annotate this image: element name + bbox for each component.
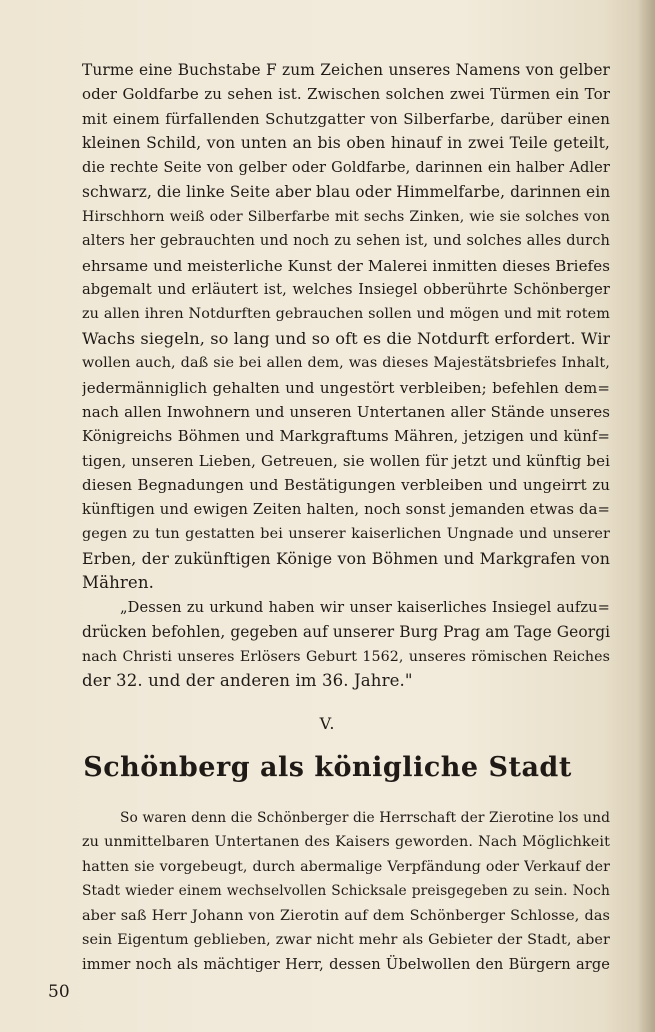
text-line: nach allen Inwohnern und unseren Untertanen aller Stände unseres — [82, 403, 610, 422]
text-line: wollen auch, daß sie bei allen dem, was dieses Majestätsbriefes Inhalt, — [82, 355, 610, 372]
text-line: oder Goldfarbe zu sehen ist. Zwischen solchen zwei Türmen ein Tor — [82, 85, 610, 104]
body-text-lower — [82, 806, 610, 977]
text-line: immer noch als mächtiger Herr, dessen Übelwollen den Bürgern arge — [82, 955, 610, 973]
text-line: „Dessen zu urkund haben wir unser kaiserliches Insiegel aufzu= — [120, 598, 610, 616]
text-line: Turme eine Buchstabe F zum Zeichen unseres Namens von gelber — [82, 61, 610, 79]
page-number: 50 — [48, 982, 70, 1002]
text-line: der 32. und der anderen im 36. Jahre." — [82, 670, 413, 690]
text-line: abgemalt und erläutert ist, welches Insiegel obberührte Schönberger — [82, 280, 610, 298]
text-line: kleinen Schild, von unten an bis oben hinauf in zwei Teile geteilt, — [82, 134, 610, 153]
text-line: Königreichs Böhmen und Markgraftums Mähren, jetzigen und künf= — [82, 427, 610, 445]
text-line: mit einem fürfallenden Schutzgatter von Silberfarbe, darüber einen — [82, 109, 610, 128]
text-line: alters her gebrauchten und noch zu sehen ist, und solches alles durch — [82, 232, 610, 250]
text-line: tigen, unseren Lieben, Getreuen, sie wollen für jetzt und künftig bei — [82, 452, 610, 470]
text-line: Erben, der zukünftigen Könige von Böhmen und Markgrafen von — [82, 548, 610, 568]
paragraph-charter-seal — [82, 596, 610, 694]
text-line: Mähren. — [82, 573, 154, 593]
page-gutter-shadow — [637, 0, 655, 1032]
text-line: künftigen und ewigen Zeiten halten, noch sonst jemanden etwas da= — [82, 500, 610, 518]
text-line: zu allen ihren Notdurften gebrauchen sollen und mögen und mit rotem — [82, 306, 610, 323]
text-line: aber saß Herr Johann von Zierotin auf dem Schönberger Schlosse, das — [82, 907, 610, 924]
text-line: hatten sie vorgebeugt, durch abermalige Verpfändung oder Verkauf der — [82, 858, 610, 875]
section-title: Schönberg als königliche Stadt — [83, 752, 572, 783]
body-text-upper — [82, 58, 610, 693]
text-line: Wachs siegeln, so lang und so oft es die Notdurft erfordert. Wir — [82, 328, 610, 348]
text-line: Hirschhorn weiß oder Silberfarbe mit sechs Zinken, wie sie solches von — [82, 208, 610, 225]
text-line: zu unmittelbaren Untertanen des Kaisers geworden. Nach Möglichkeit — [82, 834, 610, 851]
text-line: sein Eigentum geblieben, zwar nicht mehr als Gebieter der Stadt, aber — [82, 932, 610, 949]
text-line: gegen zu tun gestatten bei unserer kaiserlichen Ungnade und unserer — [82, 526, 610, 543]
paragraph-charter-continuation — [82, 58, 610, 596]
text-line: nach Christi unseres Erlösers Geburt 1562, unseres römischen Reiches — [82, 648, 610, 665]
text-line: Stadt wieder einem wechselvollen Schicksale preisgegeben zu sein. Noch — [82, 883, 610, 900]
text-line: die rechte Seite von gelber oder Goldfarbe, darinnen ein halber Adler — [82, 158, 610, 176]
text-line: So waren denn die Schönberger die Herrschaft der Zierotine los und — [120, 810, 610, 826]
text-line: diesen Begnadungen und Bestätigungen verbleiben und ungeirrt zu — [82, 476, 610, 495]
section-numeral: V. — [319, 714, 336, 733]
paragraph-royal-town — [82, 806, 610, 977]
text-line: drücken befohlen, gegeben auf unserer Burg Prag am Tage Georgi — [82, 623, 610, 642]
text-line: ehrsame und meisterliche Kunst der Malerei inmitten dieses Briefes — [82, 256, 610, 275]
text-line: schwarz, die linke Seite aber blau oder Himmelfarbe, darinnen ein — [82, 183, 610, 202]
text-line: jedermänniglich gehalten und ungestört verbleiben; befehlen dem= — [82, 378, 610, 397]
